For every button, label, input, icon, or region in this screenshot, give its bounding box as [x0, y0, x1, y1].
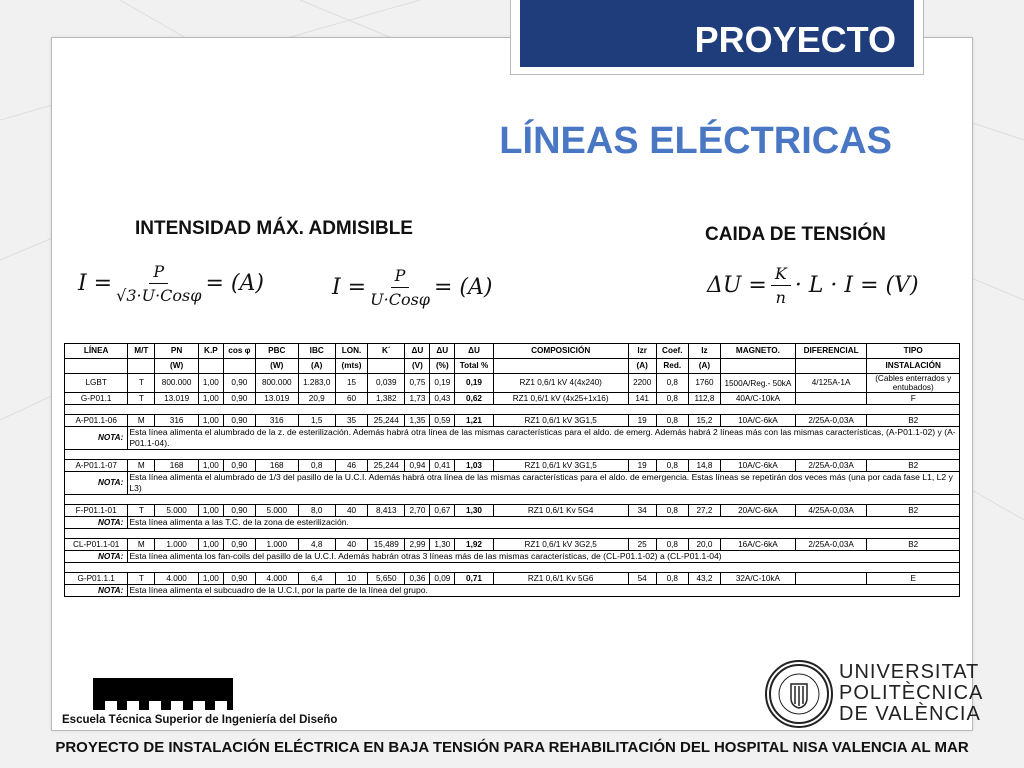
etsid-logo-text: Escuela Técnica Superior de Ingeniería del Diseño: [62, 714, 338, 726]
table-header-cell: DIFERENCIAL: [795, 344, 867, 359]
table-cell: 4/125A-1A: [795, 374, 867, 393]
table-header-cell: (A): [298, 359, 335, 374]
table-header-cell: ΔU: [405, 344, 430, 359]
table-header-cell: M/T: [128, 344, 155, 359]
table-header-cell: [721, 359, 796, 374]
table-cell: [795, 393, 867, 405]
table-cell: 0,67: [430, 505, 455, 517]
note-label: NOTA:: [65, 517, 128, 529]
table-header-row: [65, 359, 960, 374]
table-row: [65, 573, 960, 585]
note-text: Esta línea alimenta el alumbrado de la z. de esterilización. Además habrá otra línea de las mismas características para el aldo. de emerg. Además habrá 2 líneas más con las mismas características, (A-P01.1-02) y (A-P01.1-04).: [128, 427, 960, 450]
table-cell: 2/25A-0,03A: [795, 460, 867, 472]
table-cell: 25,244: [368, 460, 405, 472]
table-cell: E: [867, 573, 960, 585]
table-header-cell: INSTALACIÓN: [867, 359, 960, 374]
table-header-cell: Total %: [455, 359, 493, 374]
table-cell: 1,92: [455, 539, 493, 551]
formula-rhs: · L · I = (V): [794, 273, 919, 298]
upv-logo-text: [839, 662, 983, 725]
table-cell: 10: [335, 573, 367, 585]
table-header-cell: PN: [155, 344, 199, 359]
table-cell: 0,8: [656, 374, 688, 393]
table-cell: 0,90: [223, 505, 255, 517]
table-spacer-row: [65, 450, 960, 460]
table-note-row: [65, 585, 960, 597]
table-cell: RZ1 0,6/1 kV 3G1,5: [493, 460, 628, 472]
table-cell: 2,70: [405, 505, 430, 517]
table-cell: 8,0: [298, 505, 335, 517]
formula-rhs: = (A): [205, 271, 264, 296]
table-row: [65, 460, 960, 472]
table-spacer-row: [65, 495, 960, 505]
upv-logo-line: POLITÈCNICA: [839, 682, 984, 704]
table-header-cell: K.P: [198, 344, 223, 359]
table-cell: 1.000: [155, 539, 199, 551]
table-header-cell: K´: [368, 344, 405, 359]
table-spacer-cell: [65, 405, 960, 415]
table-cell: T: [128, 393, 155, 405]
table-cell: 1,03: [455, 460, 493, 472]
table-cell: A-P01.1-07: [65, 460, 128, 472]
table-header-cell: MAGNETO.: [721, 344, 796, 359]
table-cell: 0,43: [430, 393, 455, 405]
table-header-cell: Iz: [688, 344, 720, 359]
table-cell: 0,90: [223, 539, 255, 551]
table-cell: 0,36: [405, 573, 430, 585]
note-label: NOTA:: [65, 585, 128, 597]
table-cell: 2/25A-0,03A: [795, 539, 867, 551]
table-cell: 32A/C-10kA: [721, 573, 796, 585]
table-cell: 8,413: [368, 505, 405, 517]
table-cell: M: [128, 415, 155, 427]
table-cell: 168: [255, 460, 298, 472]
table-header-cell: Coef.: [656, 344, 688, 359]
table-header-cell: (A): [628, 359, 656, 374]
upv-seal-icon: [765, 660, 833, 728]
table-cell: 2200: [628, 374, 656, 393]
table-cell: 1,5: [298, 415, 335, 427]
section-badge-label: PROYECTO: [520, 0, 914, 67]
table-header-cell: (%): [430, 359, 455, 374]
section-badge: [510, 0, 924, 75]
table-header-cell: ΔU: [430, 344, 455, 359]
table-header-cell: [128, 359, 155, 374]
table-cell: 1,00: [198, 374, 223, 393]
table-cell: 20,0: [688, 539, 720, 551]
table-cell: 0,19: [430, 374, 455, 393]
table-spacer-cell: [65, 450, 960, 460]
table-cell: M: [128, 539, 155, 551]
table-cell: M: [128, 460, 155, 472]
table-cell: 4,8: [298, 539, 335, 551]
table-cell: 1,30: [430, 539, 455, 551]
note-label: NOTA:: [65, 472, 128, 495]
formula-lhs: I =: [332, 275, 367, 300]
table-cell: RZ1 0,6/1 kV 3G2,5: [493, 539, 628, 551]
table-cell: 1500A/Reg.- 50kA: [721, 374, 796, 393]
table-cell: 0,039: [368, 374, 405, 393]
table-cell: LGBT: [65, 374, 128, 393]
table-cell: F-P01.1-01: [65, 505, 128, 517]
table-row: [65, 415, 960, 427]
table-cell: T: [128, 374, 155, 393]
table-cell: [795, 573, 867, 585]
table-cell: 40: [335, 505, 367, 517]
table-cell: 25,244: [368, 415, 405, 427]
table-cell: G-P01.1.1: [65, 573, 128, 585]
table-cell: 1,00: [198, 539, 223, 551]
table-cell: 800.000: [155, 374, 199, 393]
table-cell: 168: [155, 460, 199, 472]
page-title: LÍNEAS ELÉCTRICAS: [499, 120, 892, 162]
formula-denominator: n: [775, 288, 786, 307]
table-header-cell: ΔU: [455, 344, 493, 359]
formula-rhs: = (A): [433, 275, 493, 300]
note-label: NOTA:: [65, 427, 128, 450]
table-cell: 0,8: [656, 393, 688, 405]
table-cell: 34: [628, 505, 656, 517]
table-header-cell: Izr: [628, 344, 656, 359]
formula-voltage-drop: [707, 264, 919, 307]
note-label: NOTA:: [65, 551, 128, 563]
upv-logo-line: DE VALÈNCIA: [839, 703, 981, 725]
table-cell: 35: [335, 415, 367, 427]
table-cell: 0,8: [298, 460, 335, 472]
table-cell: 13.019: [155, 393, 199, 405]
table-cell: 14,8: [688, 460, 720, 472]
table-cell: 1,382: [368, 393, 405, 405]
table-header-cell: (mts): [335, 359, 367, 374]
table-cell: (Cables enterrados y entubados): [867, 374, 960, 393]
table-header-row: [65, 344, 960, 359]
table-cell: 1,00: [198, 573, 223, 585]
table-cell: 10A/C-6kA: [721, 415, 796, 427]
table-cell: 5.000: [255, 505, 298, 517]
table-cell: 1,00: [198, 505, 223, 517]
note-text: Esta línea alimenta el alumbrado de 1/3 del pasillo de la U.C.I. Además habrá otra línea de las mismas características para el aldo. de emergencia. Estas líneas se repetirán dos veces más (una por cada fase L1, L2 y L3): [128, 472, 960, 495]
note-text: Esta línea alimenta el subcuadro de la U.C.I, por la parte de la línea del grupo.: [128, 585, 960, 597]
table-cell: 0,90: [223, 460, 255, 472]
table-header-cell: (A): [688, 359, 720, 374]
table-cell: 15: [335, 374, 367, 393]
table-cell: 20,9: [298, 393, 335, 405]
table-cell: 0,90: [223, 415, 255, 427]
table-spacer-cell: [65, 495, 960, 505]
table-header-cell: [223, 359, 255, 374]
table-spacer-row: [65, 405, 960, 415]
table-cell: 141: [628, 393, 656, 405]
table-cell: 2,99: [405, 539, 430, 551]
table-spacer-cell: [65, 529, 960, 539]
table-note-row: [65, 551, 960, 563]
table-cell: 800.000: [255, 374, 298, 393]
table-cell: 0,90: [223, 573, 255, 585]
table-cell: 16A/C-6kA: [721, 539, 796, 551]
table-cell: 27,2: [688, 505, 720, 517]
table-cell: 10A/C-6kA: [721, 460, 796, 472]
table-spacer-cell: [65, 563, 960, 573]
formula-numerator: P: [149, 262, 168, 284]
table-cell: B2: [867, 460, 960, 472]
footer-project-title: PROYECTO DE INSTALACIÓN ELÉCTRICA EN BAJA TENSIÓN PARA REHABILITACIÓN DEL HOSPITAL NISA VALENCIA AL MAR: [55, 739, 969, 756]
table-cell: 0,8: [656, 505, 688, 517]
table-cell: 1,00: [198, 393, 223, 405]
table-header-cell: (W): [155, 359, 199, 374]
table-cell: 54: [628, 573, 656, 585]
formula-three-phase-current: [78, 262, 264, 305]
table-cell: 0,59: [430, 415, 455, 427]
table-cell: 5.000: [155, 505, 199, 517]
table-cell: 0,75: [405, 374, 430, 393]
table-cell: 0,8: [656, 460, 688, 472]
table-note-row: [65, 472, 960, 495]
table-cell: 1760: [688, 374, 720, 393]
table-cell: 0,8: [656, 415, 688, 427]
table-cell: T: [128, 505, 155, 517]
table-header-cell: (V): [405, 359, 430, 374]
table-cell: 0,94: [405, 460, 430, 472]
table-header-cell: [795, 359, 867, 374]
table-header-cell: TIPO: [867, 344, 960, 359]
table-cell: B2: [867, 505, 960, 517]
table-cell: 1,00: [198, 415, 223, 427]
etsid-logo-mark: [93, 678, 233, 710]
table-note-row: [65, 517, 960, 529]
table-cell: 4/25A-0,03A: [795, 505, 867, 517]
table-row: [65, 393, 960, 405]
table-cell: 1,30: [455, 505, 493, 517]
table-cell: 6,4: [298, 573, 335, 585]
table-row: [65, 539, 960, 551]
table-cell: 0,71: [455, 573, 493, 585]
table-header-cell: COMPOSICIÓN: [493, 344, 628, 359]
table-cell: 1,21: [455, 415, 493, 427]
formula-fraction: [370, 266, 430, 309]
table-cell: T: [128, 573, 155, 585]
formula-lhs: I =: [78, 271, 113, 296]
table-cell: G-P01.1: [65, 393, 128, 405]
table-cell: 15,489: [368, 539, 405, 551]
table-cell: 316: [155, 415, 199, 427]
table-header-cell: LÍNEA: [65, 344, 128, 359]
table-cell: 46: [335, 460, 367, 472]
note-text: Esta línea alimenta a las T.C. de la zona de esterilización.: [128, 517, 960, 529]
table-cell: B2: [867, 415, 960, 427]
table-cell: RZ1 0,6/1 Kv 5G4: [493, 505, 628, 517]
formula-numerator: P: [391, 266, 410, 288]
table-header-cell: LON.: [335, 344, 367, 359]
table-cell: F: [867, 393, 960, 405]
table-cell: 5,650: [368, 573, 405, 585]
table-cell: 19: [628, 415, 656, 427]
table-header-cell: IBC: [298, 344, 335, 359]
table-header-cell: PBC: [255, 344, 298, 359]
table-cell: 0,90: [223, 374, 255, 393]
table-cell: 40A/C-10kA: [721, 393, 796, 405]
section-heading-voltage-drop: CAIDA DE TENSIÓN: [705, 224, 886, 245]
section-heading-current: INTENSIDAD MÁX. ADMISIBLE: [135, 218, 413, 239]
table-header-cell: cos φ: [223, 344, 255, 359]
table-cell: 112,8: [688, 393, 720, 405]
formula-denominator: U·Cosφ: [370, 290, 430, 309]
table-cell: CL-P01.1-01: [65, 539, 128, 551]
table-cell: 1,00: [198, 460, 223, 472]
formula-fraction: [116, 262, 201, 305]
table-cell: 2/25A-0,03A: [795, 415, 867, 427]
table-cell: 0,8: [656, 539, 688, 551]
table-cell: 0,62: [455, 393, 493, 405]
table-cell: 0,41: [430, 460, 455, 472]
table-spacer-row: [65, 563, 960, 573]
table-cell: 1.000: [255, 539, 298, 551]
electrical-lines-table: [64, 343, 960, 597]
table-header-cell: [198, 359, 223, 374]
table-spacer-row: [65, 529, 960, 539]
formula-fraction: [771, 264, 791, 307]
table-cell: 13.019: [255, 393, 298, 405]
table-cell: 15,2: [688, 415, 720, 427]
table-cell: 316: [255, 415, 298, 427]
table-header-cell: [493, 359, 628, 374]
table-cell: 0,8: [656, 573, 688, 585]
table-cell: RZ1 0,6/1 kV (4x25+1x16): [493, 393, 628, 405]
table-cell: 40: [335, 539, 367, 551]
table-cell: 0,09: [430, 573, 455, 585]
table-cell: 43,2: [688, 573, 720, 585]
table-cell: 19: [628, 460, 656, 472]
table-row: [65, 505, 960, 517]
table-cell: 0,19: [455, 374, 493, 393]
table-cell: 0,90: [223, 393, 255, 405]
table-header-cell: (W): [255, 359, 298, 374]
table-note-row: [65, 427, 960, 450]
table-header-cell: [368, 359, 405, 374]
table-cell: 1,73: [405, 393, 430, 405]
table-cell: 25: [628, 539, 656, 551]
table-cell: 60: [335, 393, 367, 405]
table-cell: 1,35: [405, 415, 430, 427]
formula-denominator: √3·U·Cosφ: [116, 286, 202, 305]
upv-logo-line: UNIVERSITAT: [839, 661, 980, 683]
table-cell: 4.000: [155, 573, 199, 585]
formula-lhs: ΔU =: [707, 273, 767, 298]
note-text: Esta línea alimenta los fan-coils del pasillo de la U.C.I. Además habrán otras 3 líneas más de las mismas características, de (CL-P01.1-02) a (CL-P01.1-04): [128, 551, 960, 563]
formula-single-phase-current: [332, 266, 492, 309]
table-cell: RZ1 0,6/1 kV 3G1,5: [493, 415, 628, 427]
table-header-cell: Red.: [656, 359, 688, 374]
table-header-cell: [65, 359, 128, 374]
table-row: [65, 374, 960, 393]
table-cell: A-P01.1-06: [65, 415, 128, 427]
formula-numerator: K: [771, 264, 791, 286]
table-cell: B2: [867, 539, 960, 551]
table-cell: 1.283,0: [298, 374, 335, 393]
table-cell: RZ1 0,6/1 Kv 5G6: [493, 573, 628, 585]
table-cell: 4.000: [255, 573, 298, 585]
table-cell: 20A/C-6kA: [721, 505, 796, 517]
table-cell: RZ1 0,6/1 kV 4(4x240): [493, 374, 628, 393]
